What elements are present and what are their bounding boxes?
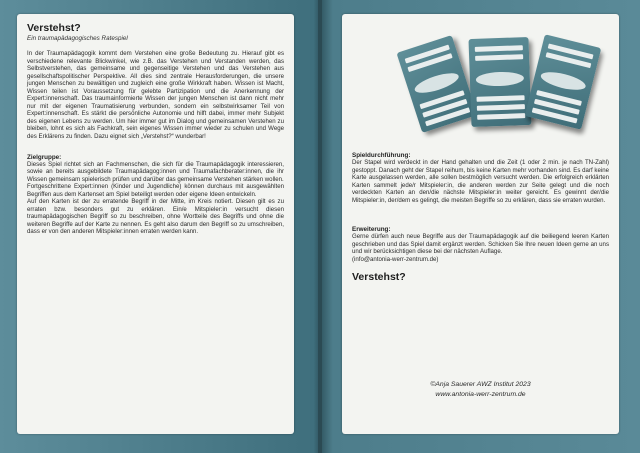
target-group-heading: Zielgruppe: [27, 153, 62, 161]
game-card-image [525, 34, 602, 130]
right-page [342, 14, 619, 434]
extension-paragraph: Gerne dürfen auch neue Begriffe aus der Traumapädagogik auf die beiliegend leeren Karten geschrieben und das Spiel damit ergänzt werden. Schicken Sie Ihre neuen Ideen gerne an uns und wir berücksichtigen diese bei der nächsten Auflage. [352, 233, 609, 256]
target-group-paragraph-2: Fortgeschrittene Expert:innen (Kinder und Jugendliche) können durchaus mit ausgewählten Begriffen aus dem Kartenset am Spiel beteiligt werden oder eigene Ideen entwickeln. [27, 183, 284, 198]
page-subtitle: Ein traumapädagogisches Ratespiel [27, 35, 128, 42]
intro-paragraph: In der Traumapädagogik kommt dem Verstehen eine große Bedeutung zu. Hierauf gibt es verschiedene relevante Blickwinkel, wie z.B. das Verstehen und Verstanden werden, das Selbstverstehen, das gemeinsame und gegenseitige Verstehen und das Verstehen aus gesellschaftspolitischer Perspektive. All dies sind zentrale Herausforderungen, die unsere jungen Menschen zu bewältigen und zugleich eine große Wirkkraft haben. Wissen ist Macht, Wissen teilen ist Voraussetzung für gelebte Partizipation und die Anerkennung der Expert:innenschaft. Das traumainformierte Wissen der jungen Menschen ist dann nicht mehr nur mit der eigenen Traumatisierung verbunden, sondern ein selbstwirksamer Teil von Expert:innenschaft. Es stärkt die persönliche Autonomie und hilft dabei, immer mehr Subjekt des eigenen Lebens zu werden. Um hier immer gut im Dialog und gemeinsamen Verstehen zu bleiben, lohnt es sich als Fachkraft, sein eigenes Wissen immer wieder zu schulen und Wege des Erklärens zu finden. Dazu eignet sich „Verstehst?“ wunderbar! [27, 50, 284, 141]
closing-title: Verstehst? [352, 271, 406, 284]
game-card-image [468, 37, 531, 127]
extension-heading: Erweiterung: [352, 226, 391, 234]
footer [342, 380, 619, 400]
website-line: www.antonia-werr-zentrum.de [435, 391, 526, 398]
target-group-paragraph-1: Dieses Spiel richtet sich an Fachmenschen, die sich für die Traumapädagogik interessieren, sowie an bereits ausgebildete Traumapädagog:innen und Traumafachberater:innen, die ihr Wissen gemeinsam spielerisch prüfen und darüber das gemeinsame Verstehen stärken wollen. [27, 160, 284, 183]
extension-email: (info@antonia-werr-zentrum.de) [352, 255, 439, 263]
rules-heading: Spieldurchführung: [352, 152, 411, 159]
cards-illustration [342, 14, 619, 146]
target-group-paragraph-3: Auf den Karten ist der zu erratende Begriff in der Mitte, im Kreis notiert. Diesen gilt es zu erraten bzw. besonders gut zu erklären. Ein/e Mitspieler:in versucht diesen traumapädagogischen Begriff so zu beschreiben, ohne Wortteile des Begriffs und ohne die weiteren Begriffe auf der Karte zu nennen. Es geht also darum den Begriff so zu umschreiben, dass er von den anderen Mitspieler:innen erraten werden kann. [27, 198, 284, 236]
rules-paragraph: Der Stapel wird verdeckt in der Hand gehalten und die Zeit (1 oder 2 min. je nach TN-Zahl) gestoppt. Danach geht der Stapel reihum, bis keine Karten mehr vorhanden sind. Es darf keine Karte ausgelassen werden, alle sollen bestmöglich versucht werden. Die erfolgreich erklärten Karten sammelt jede/r Mitspieler:in, die anderen werden zur Seite gelegt und die noch verdeckten Karten an den/die nächste Mitspieler:in weiter gereicht. Es gewinnt der/die Mitspieler:in, der/dem es gelingt, die meisten Begriffe so zu erklären, dass sie erraten wurden. [352, 159, 609, 204]
game-card-image [396, 35, 477, 133]
booklet-fold [318, 0, 322, 453]
page-title: Verstehst? [27, 22, 81, 34]
copyright-line: ©Anja Sauerer AWZ Institut 2023 [430, 381, 531, 388]
left-page [17, 14, 294, 434]
